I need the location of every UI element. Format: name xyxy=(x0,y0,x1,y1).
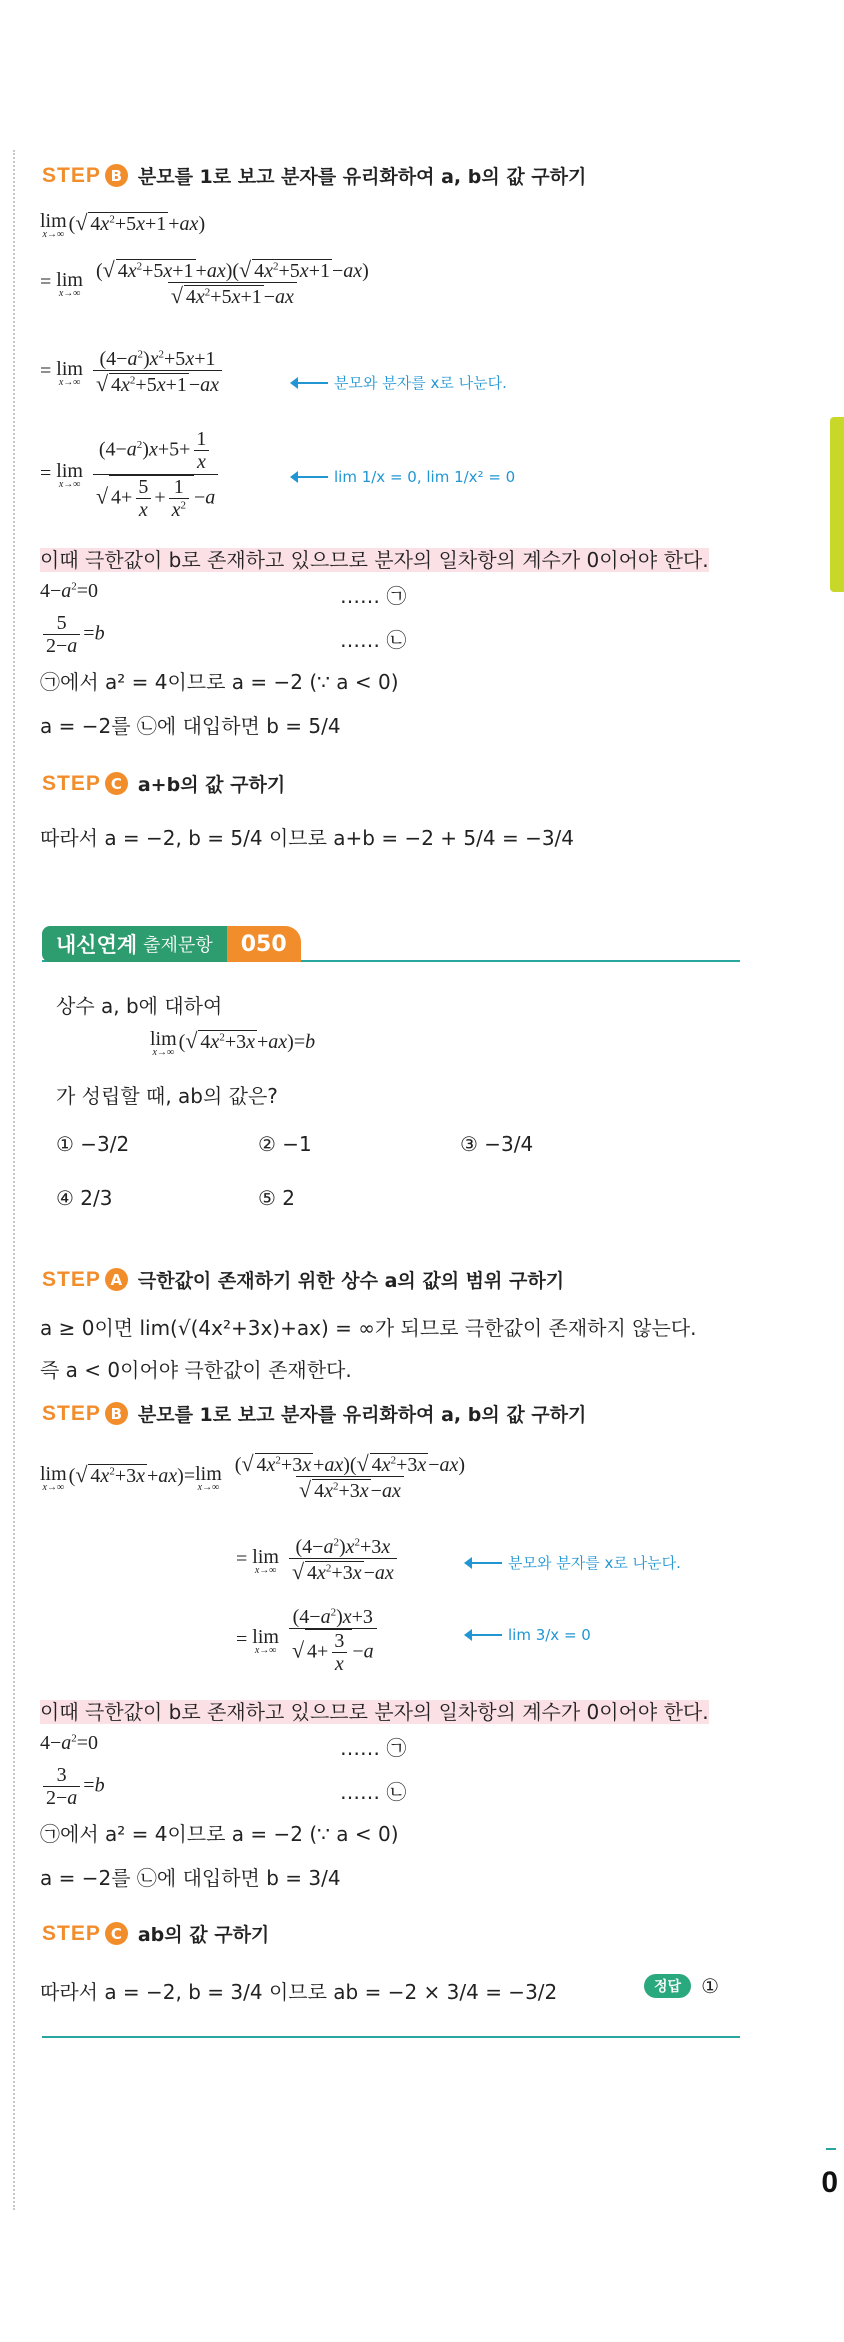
condition-sentence: 이때 극한값이 b로 존재하고 있으므로 분자의 일차항의 계수가 0이어야 한다. xyxy=(40,1700,709,1724)
arrow-left-icon xyxy=(292,382,328,384)
arrow-left-icon xyxy=(466,1562,502,1564)
step-a-header xyxy=(42,1266,564,1293)
section-divider xyxy=(42,2036,740,2038)
banner-sublabel: 출제문항 xyxy=(143,935,213,956)
equation-line: $\frac{3}{2-a}$ =b xyxy=(40,1764,105,1810)
margin-dotted-line xyxy=(13,150,15,2210)
equation-line: lim x→∞ (√ $4x^2+5x+1 +ax$) xyxy=(40,210,206,241)
derivation-line: a ≥ 0이면 lim(√(4x²+3x)+ax) = ∞가 되므로 극한값이 존재하지 않는다. xyxy=(40,1316,697,1340)
banner-label: 내신연계 xyxy=(56,933,138,957)
marker-1: …… ㉠ xyxy=(340,1736,407,1760)
equation-line: = lim x→∞ $(4-a^2)x+3$ √ 4+ $\frac{3}{x}$ −a xyxy=(236,1606,380,1676)
condition-sentence: 이때 극한값이 b로 존재하고 있으므로 분자의 일차항의 계수가 0이어야 한다. xyxy=(40,548,709,572)
problem-banner xyxy=(42,926,740,964)
problem-intro: 상수 a, b에 대하여 xyxy=(56,994,223,1018)
equation-line: $4-a^2=0$ xyxy=(40,580,99,602)
step-label: STEP xyxy=(42,1267,101,1291)
marker-1: …… ㉠ xyxy=(340,584,407,608)
equation-line: $4-a^2=0$ xyxy=(40,1732,99,1754)
arrow-left-icon xyxy=(292,476,328,478)
step-b-header-2 xyxy=(42,1400,586,1427)
derivation-line: a = −2를 ㉡에 대입하면 b = 5/4 xyxy=(40,714,341,738)
step-label: STEP xyxy=(42,1401,101,1425)
problem-number: 050 xyxy=(227,926,301,962)
side-tab-marker xyxy=(830,417,844,592)
side-note: 분모와 분자를 x로 나눈다. xyxy=(466,1552,681,1573)
choice-4[interactable]: ④ 2/3 xyxy=(56,1186,113,1210)
step-b-title: 분모를 1로 보고 분자를 유리화하여 a, b의 값 구하기 xyxy=(137,166,587,188)
answer-value: ① xyxy=(701,1974,719,1998)
step-c-title: ab의 값 구하기 xyxy=(137,1924,270,1946)
page-number-tick xyxy=(826,2148,836,2150)
equation-line: lim x→∞ (√ $4x^2+3x +ax)=$ lim x→∞ $\frac{(√ 4x^2+3x +ax)(√ 4x^2+3x -ax)}{√ 4x^2+3x -ax}$ xyxy=(40,1451,466,1503)
equation-line: = lim x→∞ $(4-a^2)x+5+$ $\frac{1}{x}$ √ 4+ $\frac{5}{x}$ + $\frac{1}{x^2}$ −a xyxy=(40,428,221,522)
step-b-title: 분모를 1로 보고 분자를 유리화하여 a, b의 값 구하기 xyxy=(137,1404,587,1426)
step-a-title: 극한값이 존재하기 위한 상수 a의 값의 범위 구하기 xyxy=(137,1270,565,1292)
step-label: STEP xyxy=(42,1921,101,1945)
answer-box xyxy=(644,1974,719,1998)
answer-label: 정답 xyxy=(644,1974,691,1998)
step-label: STEP xyxy=(42,163,101,187)
choice-2[interactable]: ② −1 xyxy=(258,1132,312,1156)
result-line: 따라서 a = −2, b = 5/4 이므로 a+b = −2 + 5/4 = −3/4 xyxy=(40,826,575,850)
equation-line: = lim x→∞ $\frac{(4-a^2)x^2+5x+1}{√ 4x^2+5x+1 -ax}$ xyxy=(40,348,225,397)
step-b-badge: B xyxy=(105,164,128,187)
choice-3[interactable]: ③ −3/4 xyxy=(460,1132,534,1156)
result-line: 따라서 a = −2, b = 3/4 이므로 ab = −2 × 3/4 = −3/2 xyxy=(40,1980,558,2004)
problem-question: 가 성립할 때, ab의 값은? xyxy=(56,1084,278,1108)
equation-line: = lim x→∞ $\frac{(√ 4x^2+5x+1 +ax)(√ 4x^2+5x+1 -ax)}{√ 4x^2+5x+1 -ax}$ xyxy=(40,257,369,309)
marker-2: …… ㉡ xyxy=(340,1780,407,1804)
step-b-badge: B xyxy=(105,1402,128,1425)
step-a-badge: A xyxy=(105,1268,128,1291)
choice-1[interactable]: ① −3/2 xyxy=(56,1132,130,1156)
step-c-badge: C xyxy=(105,772,128,795)
step-c-title: a+b의 값 구하기 xyxy=(137,774,286,796)
marker-2: …… ㉡ xyxy=(340,628,407,652)
page-number: 0 xyxy=(821,2166,838,2199)
problem-equation: lim x→∞ (√ $4x^2+3x +ax)=b$ xyxy=(150,1028,316,1059)
equation-line: = lim x→∞ $\frac{(4-a^2)x^2+3x}{√ 4x^2+3x -ax}$ xyxy=(236,1536,400,1585)
derivation-line: a = −2를 ㉡에 대입하면 b = 3/4 xyxy=(40,1866,341,1890)
step-c-badge: C xyxy=(105,1922,128,1945)
step-c-header-2 xyxy=(42,1920,269,1947)
step-c-header-1 xyxy=(42,770,285,797)
derivation-line: ㉠에서 a² = 4이므로 a = −2 (∵ a < 0) xyxy=(40,1822,399,1846)
choice-5[interactable]: ⑤ 2 xyxy=(258,1186,296,1210)
step-label: STEP xyxy=(42,771,101,795)
arrow-left-icon xyxy=(466,1634,502,1636)
derivation-line: ㉠에서 a² = 4이므로 a = −2 (∵ a < 0) xyxy=(40,670,399,694)
equation-line: $\frac{5}{2-a}$ =b xyxy=(40,612,105,658)
side-note: lim 3/x = 0 xyxy=(466,1626,591,1644)
side-note: 분모와 분자를 x로 나눈다. xyxy=(292,372,507,393)
step-b-header-1 xyxy=(42,162,586,189)
derivation-line: 즉 a < 0이어야 극한값이 존재한다. xyxy=(40,1358,352,1382)
side-note: lim 1/x = 0, lim 1/x² = 0 xyxy=(292,468,515,486)
